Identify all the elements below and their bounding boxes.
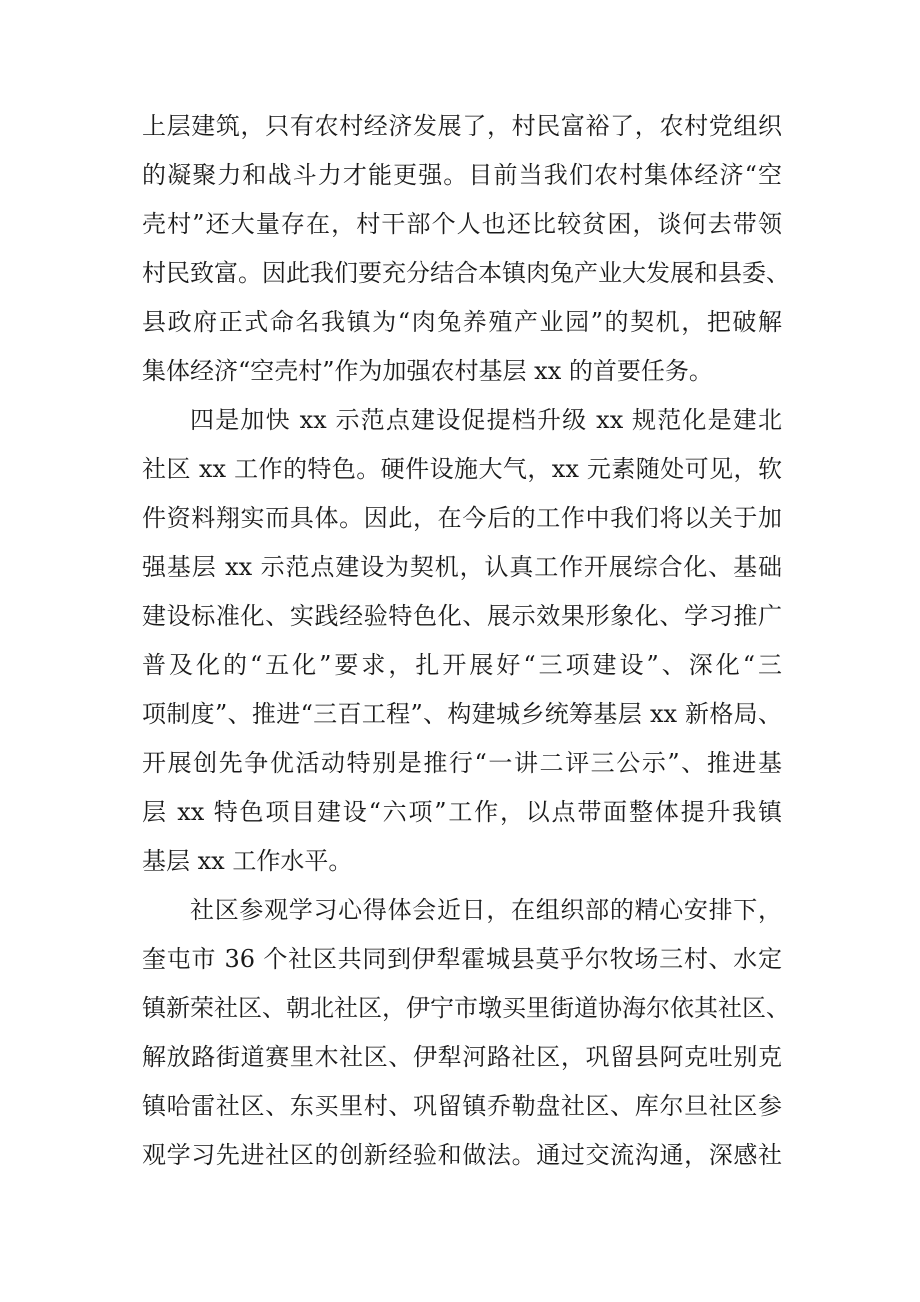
text-line: 社区参观学习心得体会近日，在组织部的精心安排下，: [190, 896, 782, 924]
text-line: 县政府正式命名我镇为“肉兔养殖产业园”的契机，把破解: [142, 308, 782, 336]
text-line: 上层建筑，只有农村经济发展了，村民富裕了，农村党组织: [142, 112, 782, 140]
text-line: 村民致富。因此我们要充分结合本镇肉兔产业大发展和县委、: [142, 259, 790, 287]
text-line: 建设标准化、实践经验特色化、展示效果形象化、学习推广: [142, 602, 782, 630]
text-line: 普及化的“五化”要求，扎开展好“三项建设”、深化“三: [142, 651, 782, 679]
text-line: 奎屯市 36 个社区共同到伊犁霍城县莫乎尔牧场三村、水定: [142, 945, 782, 973]
text-line: 项制度”、推进“三百工程”、构建城乡统筹基层 xx 新格局、: [142, 700, 782, 728]
text-line: 四是加快 xx 示范点建设促提档升级 xx 规范化是建北: [190, 406, 782, 434]
text-line: 镇新荣社区、朝北社区，伊宁市墩买里街道协海尔依其社区、: [142, 994, 790, 1022]
text-line: 层 xx 特色项目建设“六项”工作，以点带面整体提升我镇: [142, 798, 782, 826]
text-line: 强基层 xx 示范点建设为契机，认真工作开展综合化、基础: [142, 553, 782, 581]
text-line: 社区 xx 工作的特色。硬件设施大气，xx 元素随处可见，软: [142, 455, 782, 483]
text-line: 件资料翔实而具体。因此，在今后的工作中我们将以关于加: [142, 504, 782, 532]
text-line: 基层 xx 工作水平。: [142, 847, 353, 875]
text-line: 壳村”还大量存在，村干部个人也还比较贫困，谈何去带领: [142, 210, 782, 238]
text-line: 的凝聚力和战斗力才能更强。目前当我们农村集体经济“空: [142, 161, 782, 189]
text-line: 观学习先进社区的创新经验和做法。通过交流沟通，深感社: [142, 1141, 782, 1169]
text-line: 集体经济“空壳村”作为加强农村基层 xx 的首要任务。: [142, 357, 713, 385]
text-line: 镇哈雷社区、东买里村、巩留镇乔勒盘社区、库尔旦社区参: [142, 1092, 782, 1120]
text-line: 开展创先争优活动特别是推行“一讲二评三公示”、推进基: [142, 749, 782, 777]
text-line: 解放路街道赛里木社区、伊犁河路社区，巩留县阿克吐别克: [142, 1043, 782, 1071]
